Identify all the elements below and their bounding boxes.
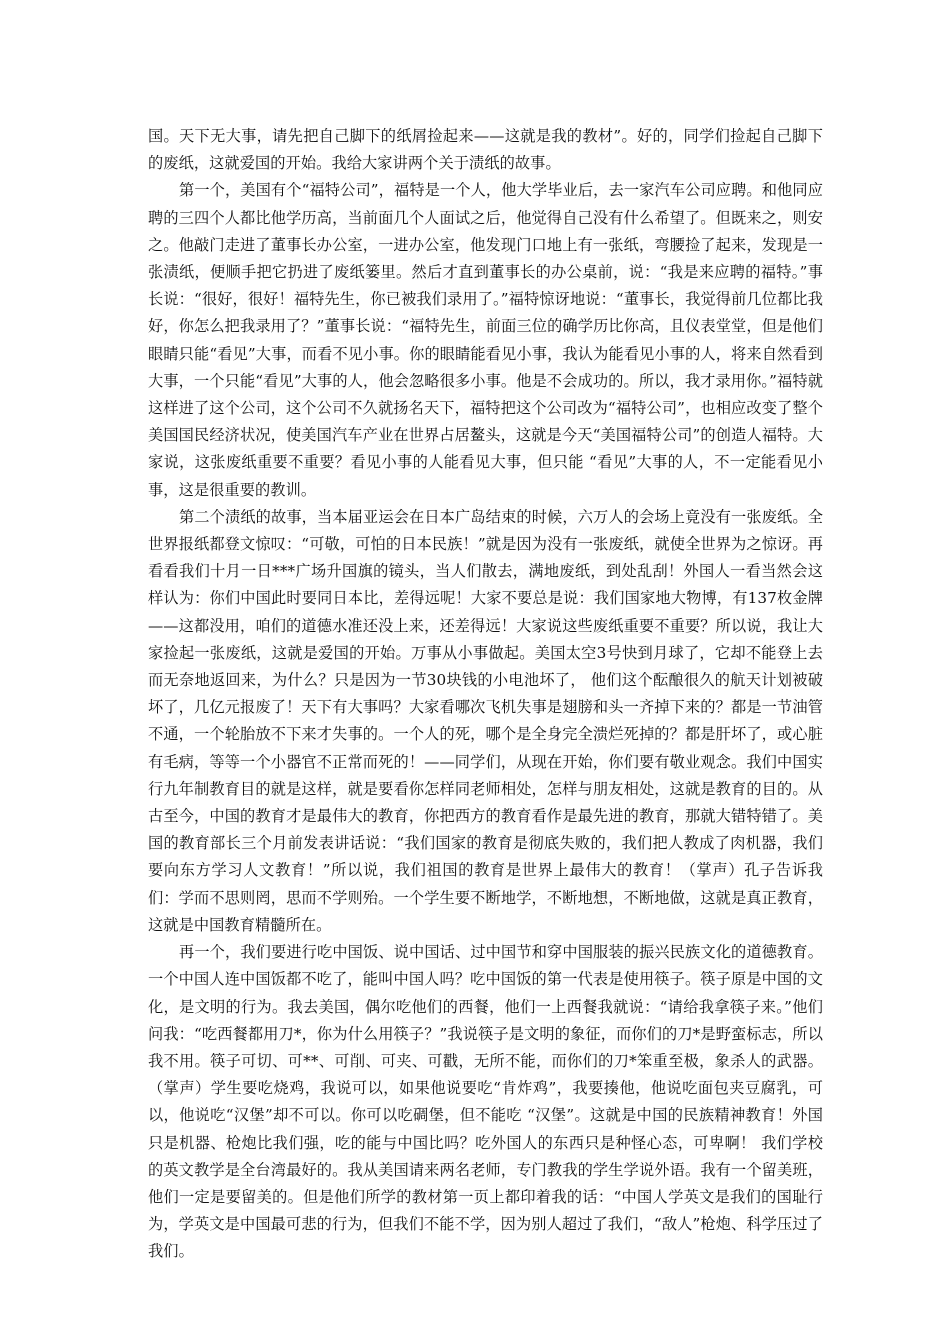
paragraph-chinese-culture: 再一个，我们要进行吃中国饭、说中国话、过中国节和穿中国服装的振兴民族文化的道德教育。一个中国人连中国饭都不吃了，能叫中国人吗？吃中国饭的第一代表是使用筷子。筷子原是中国的文化，是文明的行为。我去美国，偶尔吃他们的西餐，他们一上西餐我就说：“请给我拿筷子来。”他们问我：“吃西餐都用刀*，你为什么用筷子？”我说筷子是文明的象征，而你们的刀*是野蛮标志，所以我不用。筷子可切、可**、可削、可夹、可戳，无所不能，而你们的刀*笨重至极，象杀人的武器。（掌声）学生要吃烧鸡，我说可以，如果他说要吃“肯炸鸡”，我要揍他，他说吃面包夹豆腐乳，可以，他说吃“汉堡”却不可以。你可以吃碉堡，但不能吃 “汉堡”。这就是中国的民族精神教育！外国只是机器、枪炮比我们强，吃的能与中国比吗？吃外国人的东西只是种怪心态，可卑啊！ 我们学校的英文教学是全台湾最好的。我从美国请来两名老师，专门教我的学生学说外语。我有一个留美班，他们一定是要留美的。但是他们所学的教材第一页上都印着我的话：“中国人学英文是我们的国耻行为，学英文是中国最可悲的行为，但我们不能不学，因为别人超过了我们，“敌人”枪炮、科学压过了我们。 [148,943,823,1261]
paragraph-opening: 国。天下无大事，请先把自己脚下的纸屑捡起来——这就是我的教材”。好的，同学们捡起自己脚下的废纸，这就爱国的开始。我给大家讲两个关于渍纸的故事。 [148,127,823,173]
document-body [148,123,823,1266]
paragraph-ford-story: 第一个，美国有个“福特公司”，福特是一个人，他大学毕业后，去一家汽车公司应聘。和他同应聘的三四个人都比他学历高，当前面几个人面试之后，他觉得自己没有什么希望了。但既来之，则安之。他敲门走进了董事长办公室，一进办公室，他发现门口地上有一张纸，弯腰捡了起来，发现是一张渍纸，便顺手把它扔进了废纸篓里。然后才直到董事长的办公桌前，说：“我是来应聘的福特。”事长说：“很好，很好！福特先生，你已被我们录用了。”福特惊讶地说：“董事长，我觉得前几位都比我好，你怎么把我录用了？”董事长说：“福特先生，前面三位的确学历比你高，且仪表堂堂，但是他们眼睛只能“看见”大事，而看不见小事。你的眼睛能看见小事，我认为能看见小事的人，将来自然看到大事，一个只能“看见”大事的人，他会忽略很多小事。他是不会成功的。所以，我才录用你。”福特就这样进了这个公司，这个公司不久就扬名天下，福特把这个公司改为“福特公司”，也相应改变了整个美国国民经济状况，使美国汽车产业在世界占居鳌头，这就是今天“美国福特公司”的创造人福特。大家说，这张废纸重要不重要？看见小事的人能看见大事，但只能 “看见”大事的人，不一定能看见小事，这是很重要的教训。 [148,181,823,499]
paragraph-asian-games-story: 第二个渍纸的故事，当本届亚运会在日本广岛结束的时候，六万人的会场上竟没有一张废纸。全世界报纸都登文惊叹：“可敬，可怕的日本民族！”就是因为没有一张废纸，就使全世界为之惊讶。再看看我们十月一日***广场升国旗的镜头，当人们散去，满地废纸，到处乱刮！外国人一看当然会这样认为：你们中国此时要同日本比，差得远呢！大家不要总是说：我们国家地大物博，有137枚金牌——这都没用，咱们的道德水准还没上来，还差得远！大家说这些废纸重要不重要？所以说，我让大家捡起一张废纸，这就是爱国的开始。万事从小事做起。美国太空3号快到月球了，它却不能登上去而无奈地返回来，为什么？只是因为一节30块钱的小电池坏了， 他们这个酝酿很久的航天计划被破坏了，几亿元报废了！天下有大事吗？大家看哪次飞机失事是翅膀和头一齐掉下来的？都是一节油管不通，一个轮胎放不下来才失事的。一个人的死，哪个是全身完全溃烂死掉的？都是肝坏了，或心脏有毛病，等等一个小器官不正常而死的！——同学们，从现在开始，你们要有敬业观念。我们中国实行九年制教育目的就是这样，就是要看你怎样同老师相处，怎样与朋友相处，这就是教育的目的。从古至今，中国的教育才是最伟大的教育，你把西方的教育看作是最先进的教育，那就大错特错了。美国的教育部长三个月前发表讲话说：“我们国家的教育是彻底失败的，我们把人教成了肉机器，我们要向东方学习人文教育！”所以说，我们祖国的教育是世界上最伟大的教育！（掌声）孔子告诉我们：学而不思则罔，思而不学则殆。一个学生要不断地学，不断地想，不断地做，这就是真正教育，这就是中国教育精髓所在。 [148,507,823,934]
